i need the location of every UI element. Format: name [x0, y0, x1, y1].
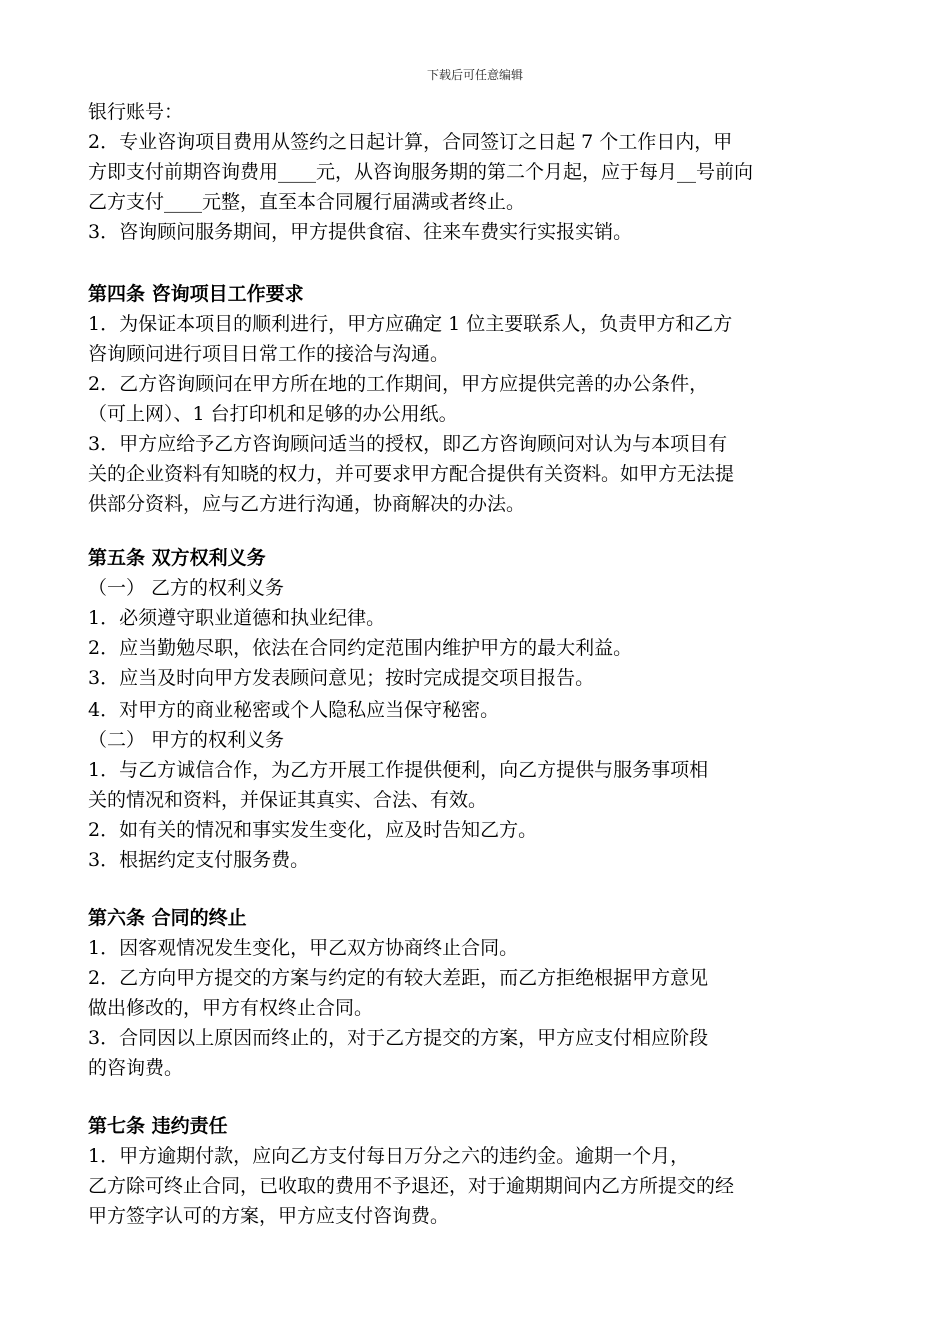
section-heading: 第六条 合同的终止	[88, 907, 247, 929]
header-note: 下载后可任意编辑	[426, 68, 523, 82]
text-line: 1．与乙方诚信合作，为乙方开展工作提供便利，向乙方提供与服务事项相	[88, 759, 709, 781]
text-line: 3．合同因以上原因而终止的，对于乙方提交的方案，甲方应支付相应阶段	[88, 1027, 709, 1049]
text-line: 4．对甲方的商业秘密或个人隐私应当保守秘密。	[88, 699, 500, 721]
text-line: 2．乙方咨询顾问在甲方所在地的工作期间，甲方应提供完善的办公条件，	[88, 373, 709, 395]
text-line: 乙方除可终止合同，已收取的费用不予退还，对于逾期期间内乙方所提交的经	[88, 1175, 735, 1197]
section-heading: 第四条 咨询项目工作要求	[88, 283, 304, 305]
text-line: 做出修改的，甲方有权终止合同。	[88, 997, 374, 1019]
text-line: 关的企业资料有知晓的权力，并可要求甲方配合提供有关资料。如甲方无法提	[88, 463, 735, 485]
text-line: 1．甲方逾期付款，应向乙方支付每日万分之六的违约金。逾期一个月，	[88, 1145, 690, 1167]
text-line: 2．专业咨询项目费用从签约之日起计算，合同签订之日起 7 个工作日内，甲	[88, 131, 733, 153]
text-line: 银行账号：	[88, 101, 184, 123]
subsection-heading: （一） 乙方的权利义务	[88, 577, 285, 599]
text-line: 供部分资料，应与乙方进行沟通，协商解决的办法。	[88, 493, 526, 515]
text-line: 方即支付前期咨询费用____元，从咨询服务期的第二个月起，应于每月__号前向	[88, 161, 754, 183]
subsection-heading: （二） 甲方的权利义务	[88, 729, 285, 751]
text-line: 3．应当及时向甲方发表顾问意见；按时完成提交项目报告。	[88, 667, 595, 689]
text-line: 2．如有关的情况和事实发生变化，应及时告知乙方。	[88, 819, 538, 841]
text-line: （可上网）、1 台打印机和足够的办公用纸。	[88, 403, 458, 425]
text-line: 关的情况和资料，并保证其真实、合法、有效。	[88, 789, 488, 811]
text-line: 2．应当勤勉尽职，依法在合同约定范围内维护甲方的最大利益。	[88, 637, 633, 659]
text-line: 1．因客观情况发生变化，甲乙双方协商终止合同。	[88, 937, 519, 959]
text-line: 3．甲方应给予乙方咨询顾问适当的授权，即乙方咨询顾问对认为与本项目有	[88, 433, 728, 455]
text-line: 咨询顾问进行项目日常工作的接洽与沟通。	[88, 343, 450, 365]
text-line: 乙方支付____元整，直至本合同履行届满或者终止。	[88, 191, 526, 213]
text-line: 1．为保证本项目的顺利进行，甲方应确定 1 位主要联系人，负责甲方和乙方	[88, 313, 733, 335]
text-line: 3．咨询顾问服务期间，甲方提供食宿、往来车费实行实报实销。	[88, 221, 633, 243]
text-line: 的咨询费。	[88, 1057, 184, 1079]
text-line: 2．乙方向甲方提交的方案与约定的有较大差距，而乙方拒绝根据甲方意见	[88, 967, 709, 989]
section-heading: 第七条 违约责任	[88, 1115, 228, 1137]
text-line: 甲方签字认可的方案，甲方应支付咨询费。	[88, 1205, 450, 1227]
section-heading: 第五条 双方权利义务	[88, 547, 266, 569]
text-line: 3．根据约定支付服务费。	[88, 849, 310, 871]
text-line: 1．必须遵守职业道德和执业纪律。	[88, 607, 386, 629]
